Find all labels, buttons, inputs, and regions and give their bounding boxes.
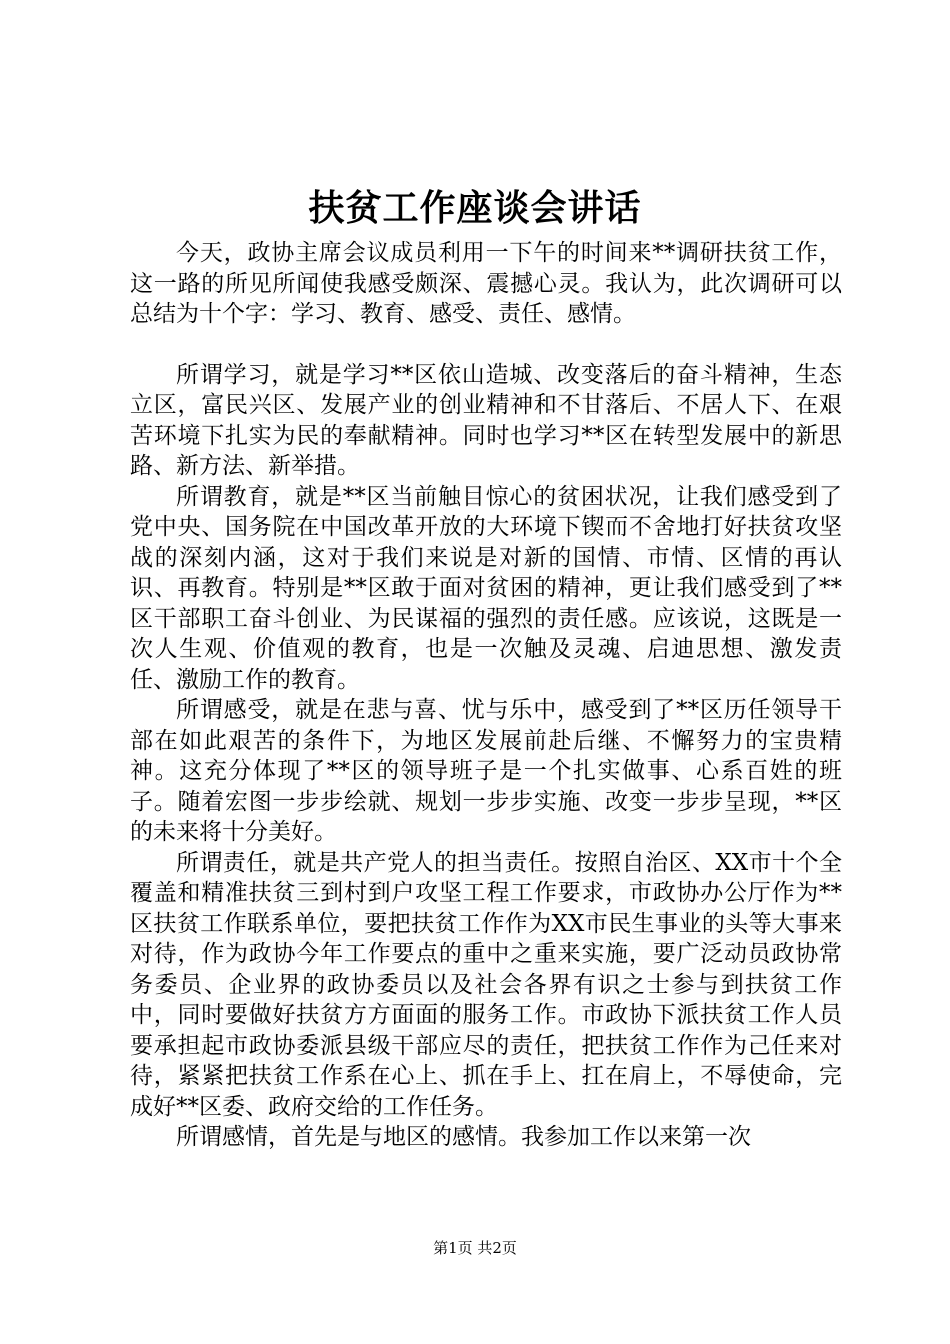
paragraph-education: 所谓教育，就是**区当前触目惊心的贫困状况，让我们感受到了党中央、国务院在中国改革开放的大环境下锲而不舍地打好扶贫攻坚战的深刻内涵，这对于我们来说是对新的国情、市情、区情的再认识、再教育。特别是**区敢于面对贫困的精神，更让我们感受到了**区干部职工奋斗创业、为民谋福的强烈的责任感。应该说，这既是一次人生观、价值观的教育，也是一次触及灵魂、启迪思想、激发责任、激励工作的教育。 [130, 483, 842, 693]
paragraph-study: 所谓学习，就是学习**区依山造城、改变落后的奋斗精神，生态立区，富民兴区、发展产业的创业精神和不甘落后、不居人下、在艰苦环境下扎实为民的奉献精神。同时也学习**区在转型发展中的新思路、新方法、新举措。 [130, 361, 842, 479]
document-title: 扶贫工作座谈会讲话 [308, 187, 642, 229]
paragraph-intro: 今天，政协主席会议成员利用一下午的时间来**调研扶贫工作，这一路的所见所闻使我感受颇深、震撼心灵。我认为，此次调研可以总结为十个字：学习、教育、感受、责任、感情。 [130, 240, 842, 327]
paragraph-emotion: 所谓感情，首先是与地区的感情。我参加工作以来第一次 [176, 1124, 751, 1150]
paragraph-responsibility: 所谓责任，就是共产党人的担当责任。按照自治区、XX市十个全覆盖和精准扶贫三到村到户攻坚工程工作要求，市政协办公厅作为**区扶贫工作联系单位，要把扶贫工作作为XX市民生事业的头等大事来对待，作为政协今年工作要点的重中之重来实施，要广泛动员政协常务委员、企业界的政协委员以及社会各界有识之士参与到扶贫工作中，同时要做好扶贫方方面面的服务工作。市政协下派扶贫工作人员要承担起市政协委派县级干部应尽的责任，把扶贫工作作为己任来对待，紧紧把扶贫工作系在心上、抓在手上、扛在肩上，不辱使命，完成好**区委、政府交给的工作任务。 [130, 849, 842, 1120]
page-number-footer: 第1页 共2页 [433, 1239, 517, 1257]
document-body [130, 238, 842, 1153]
paragraph-gap [130, 330, 842, 360]
paragraph-feeling: 所谓感受，就是在悲与喜、忧与乐中，感受到了**区历任领导干部在如此艰苦的条件下，为地区发展前赴后继、不懈努力的宝贵精神。这充分体现了**区的领导班子是一个扎实做事、心系百姓的班子。随着宏图一步步绘就、规划一步步实施、改变一步步呈现，**区的未来将十分美好。 [130, 697, 842, 845]
